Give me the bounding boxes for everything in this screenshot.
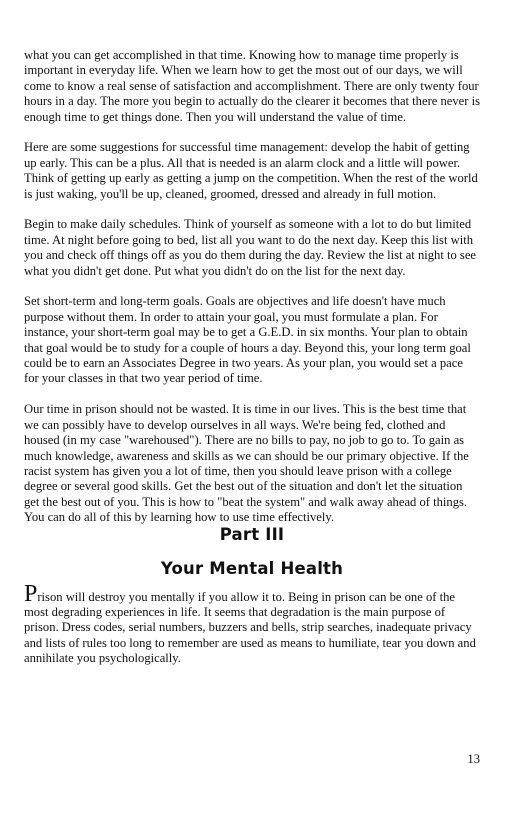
paragraph-goals: Set short-term and long-term goals. Goals are objectives and life doesn't have much purpose without them. In order to attain your goal, you must formulate a plan. For instance, your short-term goal may be to get a G.E.D. in six months. Your plan to obtain that goal would be to study for a couple of hours a day. Beyond this, your long term goal could be to earn an Associates Degree in two years. As your plan, you would set a pace for your classes in that two year period of time. bbox=[24, 294, 471, 386]
drop-cap-letter: P bbox=[24, 580, 38, 607]
page-body bbox=[24, 48, 480, 682]
part-heading: Part III bbox=[219, 524, 285, 544]
paragraph-time-in-prison: Our time in prison should not be wasted. It is time in our lives. This is the best time that we can possibly have to develop ourselves in all ways. We're being fed, clothed and housed (in my case "warehoused"). There are no bills to pay, no job to go to. To gain as much knowledge, awareness and skills as we can should be our primary objective. If the racist system has given you a lot of time, then you should leave prison with a college degree or several good skills. Get the best out of the situation and don't let the situation get the best out of you. This is how to "beat the system" and walk away ahead of things. You can do all of this by learning how to use time effectively. bbox=[24, 402, 469, 525]
paragraph-time-value: what you can get accomplished in that time. Knowing how to manage time properly is important in everyday life. When we learn how to get the most out of our days, we will come to know a real sense of satisfaction and accomplishment. There are only twenty four hours in a day. The more you begin to actually do the clearer it becomes that there never is enough time to get things done. Then you will understand the value of time. bbox=[24, 48, 481, 124]
paragraph-getting-up-early: Here are some suggestions for successful time management: develop the habit of getting up early. This can be a plus. All that is needed is an alarm clock and a little will power. Think of getting up early as getting a jump on the competition. When the rest of the world is just waking, you'll be up, cleaned, groomed, dressed and already in full motion. bbox=[24, 140, 478, 201]
paragraph-daily-schedules: Begin to make daily schedules. Think of yourself as someone with a lot to do but limited time. At night before going to bed, list all you want to do the next day. Keep this list with you and check off things off as you do them during the day. Review the list at night to see what you didn't get done. Put what you didn't do on the list for the next day. bbox=[24, 217, 477, 278]
paragraph-mental-health bbox=[24, 580, 480, 667]
section-heading: Your Mental Health bbox=[160, 558, 344, 578]
paragraph-mental-health-text: rison will destroy you mentally if you allow it to. Being in prison can be one of the most degrading experiences in life. It seems that degradation is the main purpose of prison. Dress codes, serial numbers, buzzers and bells, strip searches, inadequate privacy and lists of rules too long to remember are used as means to humiliate, tear you down and annihilate you psychologically. bbox=[24, 589, 476, 666]
page-number: 13 bbox=[467, 752, 480, 766]
